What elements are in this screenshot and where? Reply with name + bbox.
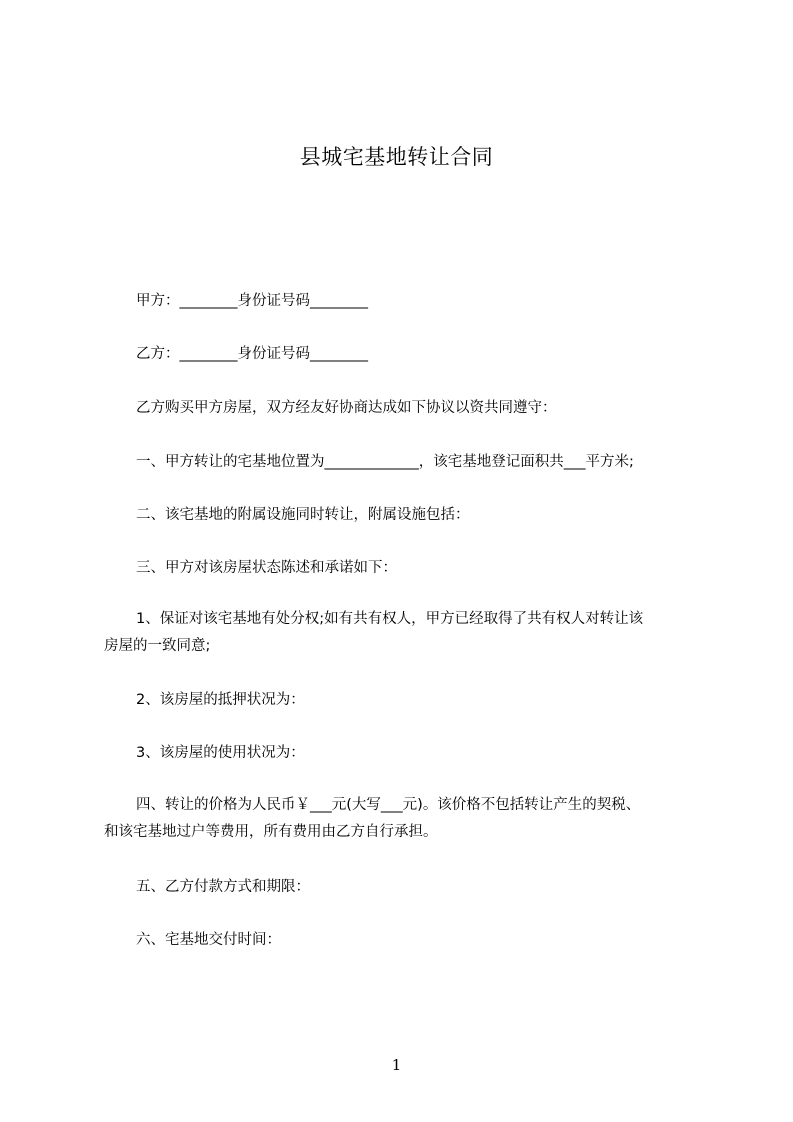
clause-6: 六、宅基地交付时间：: [136, 932, 281, 948]
clause-5: 五、乙方付款方式和期限：: [136, 879, 310, 895]
party-a-line: 甲方：________身份证号码________: [136, 293, 368, 309]
party-b-line: 乙方：________身份证号码________: [136, 346, 368, 362]
clause-4: [104, 792, 704, 846]
clause-2: 二、该宅基地的附属设施同时转让，附属设施包括：: [136, 507, 470, 523]
clause-3-1-line-2: 房屋的一致同意;: [104, 638, 211, 654]
clause-4-line-2: 和该宅基地过户等费用，所有费用由乙方自行承担。: [104, 824, 438, 840]
clause-3-1-line-1: 1、保证对该宅基地有处分权;如有共有权人，甲方已经取得了共有权人对转让该: [136, 611, 644, 627]
clause-4-line-1: 四、转让的价格为人民币￥___元(大写___元)。该价格不包括转让产生的契税、: [136, 797, 641, 813]
page-number: 1: [391, 1056, 402, 1074]
clause-1: 一、甲方转让的宅基地位置为_____________，该宅基地登记面积共___平方米;: [136, 454, 634, 470]
document-title: 县城宅基地转让合同: [299, 145, 494, 169]
clause-3-3: 3、该房屋的使用状况为：: [136, 745, 305, 761]
clause-3-1: [104, 606, 704, 660]
intro-paragraph: 乙方购买甲方房屋，双方经友好协商达成如下协议以资共同遵守：: [136, 400, 557, 416]
clause-3-2: 2、该房屋的抵押状况为：: [136, 692, 305, 708]
clause-3: 三、甲方对该房屋状态陈述和承诺如下：: [136, 560, 397, 576]
